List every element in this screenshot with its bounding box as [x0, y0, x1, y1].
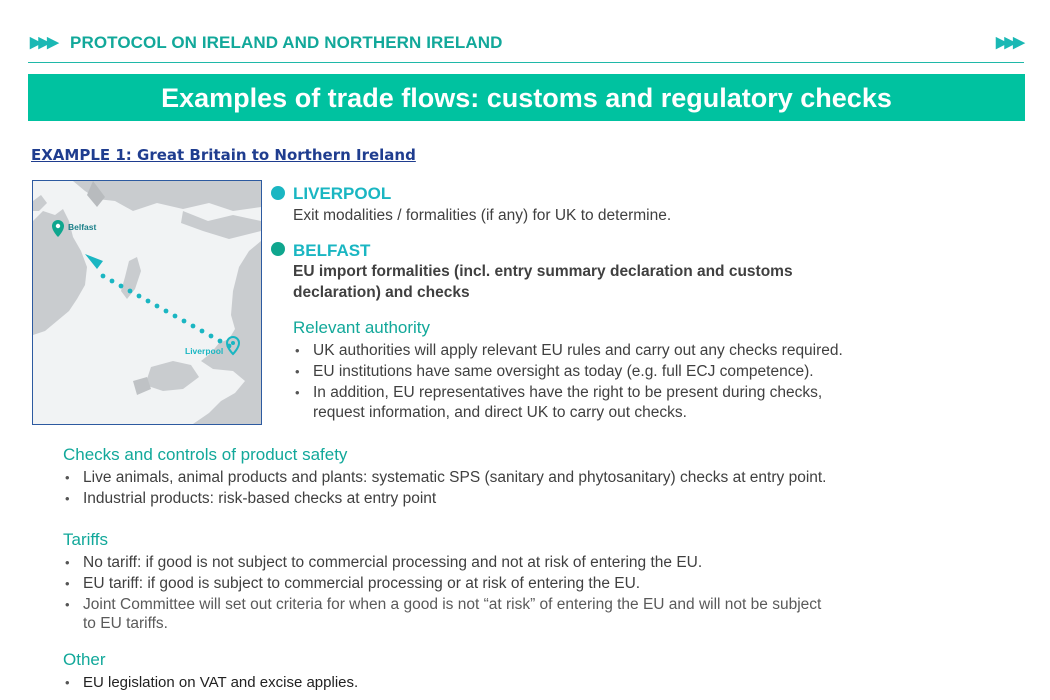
- list-item: • Industrial products: risk-based checks at entry point: [63, 488, 1023, 509]
- other-list: [63, 672, 1023, 693]
- header-divider: [28, 62, 1024, 63]
- tariffs-list: [63, 552, 1023, 615]
- belfast-text-line1: EU import formalities (incl. entry summary declaration and customs: [293, 263, 793, 280]
- example-heading: EXAMPLE 1: Great Britain to Northern Ireland: [31, 146, 416, 164]
- other-heading: Other: [63, 650, 106, 669]
- belfast-marker-icon: [271, 242, 285, 256]
- liverpool-text: Exit modalities / formalities (if any) for UK to determine.: [293, 207, 672, 224]
- tariffs-heading: Tariffs: [63, 530, 109, 549]
- belfast-heading: BELFAST: [293, 241, 371, 260]
- map-label-liverpool: Liverpool: [185, 346, 224, 356]
- liverpool-marker-icon: [271, 186, 285, 200]
- list-item: • Live animals, animal products and plants: systematic SPS (sanitary and phytosanitary) checks at entry point.: [63, 467, 1023, 488]
- map-label-belfast: Belfast: [68, 222, 97, 232]
- belfast-text-line2: declaration) and checks: [293, 284, 470, 301]
- list-item: • EU institutions have same oversight as today (e.g. full ECJ competence).: [293, 361, 993, 382]
- list-item: • EU tariff: if good is subject to commercial processing or at risk of entering the EU.: [63, 573, 1023, 594]
- chevron-right-icon: ▶▶▶: [996, 34, 1022, 51]
- safety-heading: Checks and controls of product safety: [63, 445, 348, 464]
- authority-heading: Relevant authority: [293, 318, 431, 337]
- header-title: PROTOCOL ON IRELAND AND NORTHERN IRELAND: [70, 33, 503, 52]
- chevron-right-icon: ▶▶▶: [30, 34, 56, 51]
- authority-item-continuation: request information, and direct UK to carry out checks.: [313, 404, 687, 421]
- map-svg: [33, 181, 261, 424]
- list-item: • UK authorities will apply relevant EU rules and carry out any checks required.: [293, 340, 993, 361]
- safety-list: [63, 467, 1023, 509]
- tariffs-item-continuation: to EU tariffs.: [83, 615, 168, 632]
- liverpool-heading: LIVERPOOL: [293, 184, 392, 203]
- title-banner: [28, 74, 1025, 121]
- list-item: • In addition, EU representatives have the right to be present during checks,: [293, 382, 993, 403]
- map-image: [32, 180, 262, 425]
- banner-title: Examples of trade flows: customs and regulatory checks: [161, 83, 892, 113]
- authority-list: [293, 340, 993, 403]
- list-item: • EU legislation on VAT and excise applies.: [63, 672, 1023, 693]
- list-item: • No tariff: if good is not subject to commercial processing and not at risk of entering the EU.: [63, 552, 1023, 573]
- list-item: • Joint Committee will set out criteria for when a good is not “at risk” of entering the EU and will not be subject: [63, 594, 1023, 615]
